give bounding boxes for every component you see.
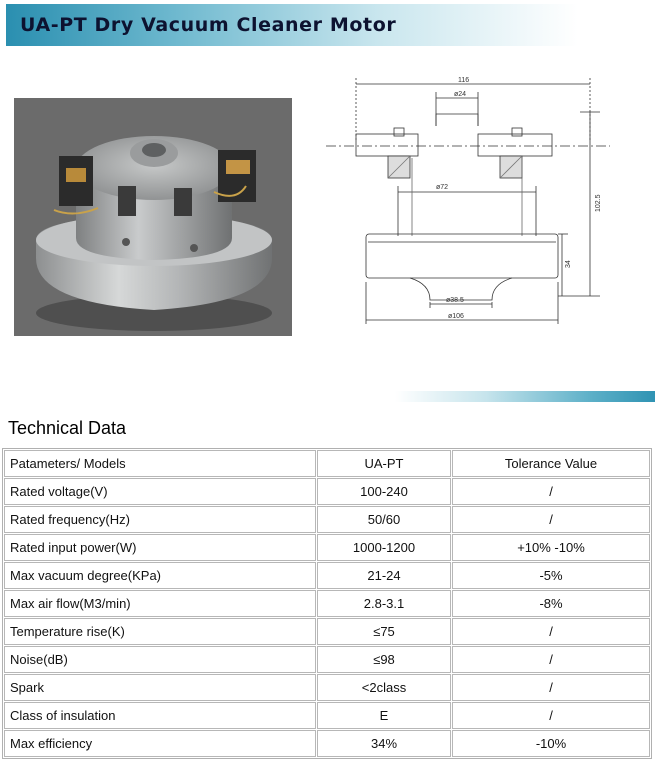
dim-base: ø106: [448, 313, 464, 320]
row-value: 34%: [317, 730, 451, 757]
row-parameter: Class of insulation: [4, 702, 316, 729]
row-tolerance: -10%: [452, 730, 650, 757]
table-row: [4, 646, 650, 673]
dim-outlet: ø38.5: [446, 297, 464, 304]
table-row: [4, 506, 650, 533]
row-parameter: Rated frequency(Hz): [4, 506, 316, 533]
header-tolerance: Tolerance Value: [452, 450, 650, 477]
row-tolerance: -8%: [452, 590, 650, 617]
table-row: [4, 674, 650, 701]
dim-shaft: ø24: [454, 91, 467, 98]
row-value: 100-240: [317, 478, 451, 505]
section-divider: [395, 391, 655, 402]
technical-data-table: [2, 448, 652, 759]
row-value: 1000-1200: [317, 534, 451, 561]
row-parameter: Max vacuum degree(KPa): [4, 562, 316, 589]
row-tolerance: /: [452, 702, 650, 729]
header-parameter: Patameters/ Models: [4, 450, 316, 477]
dim-total-width: 116: [458, 77, 470, 84]
row-tolerance: /: [452, 478, 650, 505]
row-value: E: [317, 702, 451, 729]
row-value: ≤75: [317, 618, 451, 645]
table-row: [4, 730, 650, 757]
technical-drawing: [318, 62, 618, 334]
row-value: 50/60: [317, 506, 451, 533]
table-row: [4, 702, 650, 729]
table-header-row: [4, 450, 650, 477]
page-title: UA-PT Dry Vacuum Cleaner Motor: [20, 14, 397, 36]
dim-height: 102.5: [595, 194, 602, 212]
row-tolerance: /: [452, 506, 650, 533]
row-parameter: Max air flow(M3/min): [4, 590, 316, 617]
motor-image: [14, 98, 292, 336]
section-title: Technical Data: [8, 418, 127, 438]
dim-body: ø72: [436, 184, 449, 191]
row-parameter: Spark: [4, 674, 316, 701]
row-value: 2.8-3.1: [317, 590, 451, 617]
row-tolerance: /: [452, 646, 650, 673]
row-tolerance: /: [452, 674, 650, 701]
table-row: [4, 562, 650, 589]
dim-side: 34: [565, 260, 572, 268]
row-value: 21-24: [317, 562, 451, 589]
row-value: <2class: [317, 674, 451, 701]
row-parameter: Temperature rise(K): [4, 618, 316, 645]
table-row: [4, 618, 650, 645]
row-tolerance: +10% -10%: [452, 534, 650, 561]
title-banner: [6, 4, 578, 46]
row-tolerance: /: [452, 618, 650, 645]
row-value: ≤98: [317, 646, 451, 673]
row-parameter: Rated voltage(V): [4, 478, 316, 505]
table-row: [4, 478, 650, 505]
table-row: [4, 590, 650, 617]
motor-photo: [14, 98, 292, 336]
dimension-drawing: [318, 62, 618, 334]
row-parameter: Rated input power(W): [4, 534, 316, 561]
row-parameter: Max efficiency: [4, 730, 316, 757]
row-tolerance: -5%: [452, 562, 650, 589]
row-parameter: Noise(dB): [4, 646, 316, 673]
header-model: UA-PT: [317, 450, 451, 477]
table-row: [4, 534, 650, 561]
